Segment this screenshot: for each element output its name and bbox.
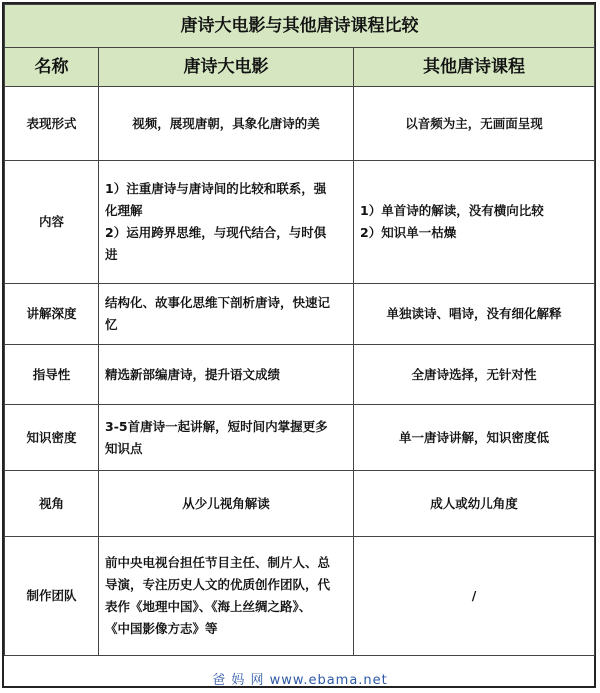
cell-tangshi-movie: 前中央电视台担任节目主任、制片人、总 导演，专注历史人文的优质创作团队，代 表作《地理中国》、《海上丝绸之路》、 《中国影像方志》等 (99, 537, 354, 656)
cell-tangshi-movie: 精选新部编唐诗，提升语文成绩 (99, 345, 354, 405)
header-name: 名称 (5, 48, 99, 87)
comparison-table (4, 4, 595, 656)
row-label: 知识密度 (5, 405, 99, 471)
cell-other-courses: 全唐诗选择，无针对性 (354, 345, 595, 405)
row-label: 视角 (5, 471, 99, 537)
table-row (5, 405, 595, 471)
table-row (5, 87, 595, 161)
cell-tangshi-movie: 结构化、故事化思维下剖析唐诗，快速记 忆 (99, 284, 354, 345)
watermark: 爸 妈 网 www.ebama.net (212, 673, 388, 688)
table-row (5, 161, 595, 284)
header-tangshi-movie: 唐诗大电影 (99, 48, 354, 87)
row-label: 讲解深度 (5, 284, 99, 345)
cell-other-courses: 单一唐诗讲解，知识密度低 (354, 405, 595, 471)
table-row (5, 284, 595, 345)
cell-other-courses: / (354, 537, 595, 656)
cell-other-courses: 以音频为主，无画面呈现 (354, 87, 595, 161)
comparison-table-frame (2, 2, 596, 688)
table-title: 唐诗大电影与其他唐诗课程比较 (5, 5, 595, 48)
cell-tangshi-movie: 3-5首唐诗一起讲解，短时间内掌握更多 知识点 (99, 405, 354, 471)
cell-other-courses: 单独读诗、唱诗，没有细化解释 (354, 284, 595, 345)
table-row (5, 537, 595, 656)
table-row (5, 345, 595, 405)
cell-other-courses: 成人或幼儿角度 (354, 471, 595, 537)
cell-tangshi-movie: 1）注重唐诗与唐诗间的比较和联系，强 化理解 2）运用跨界思维，与现代结合，与时俱 进 (99, 161, 354, 284)
cell-tangshi-movie: 从少儿视角解读 (99, 471, 354, 537)
cell-tangshi-movie: 视频，展现唐朝，具象化唐诗的美 (99, 87, 354, 161)
row-label: 指导性 (5, 345, 99, 405)
row-label: 内容 (5, 161, 99, 284)
cell-other-courses: 1）单首诗的解读，没有横向比较 2）知识单一枯燥 (354, 161, 595, 284)
row-label: 表现形式 (5, 87, 99, 161)
table-row (5, 471, 595, 537)
row-label: 制作团队 (5, 537, 99, 656)
header-other-courses: 其他唐诗课程 (354, 48, 595, 87)
